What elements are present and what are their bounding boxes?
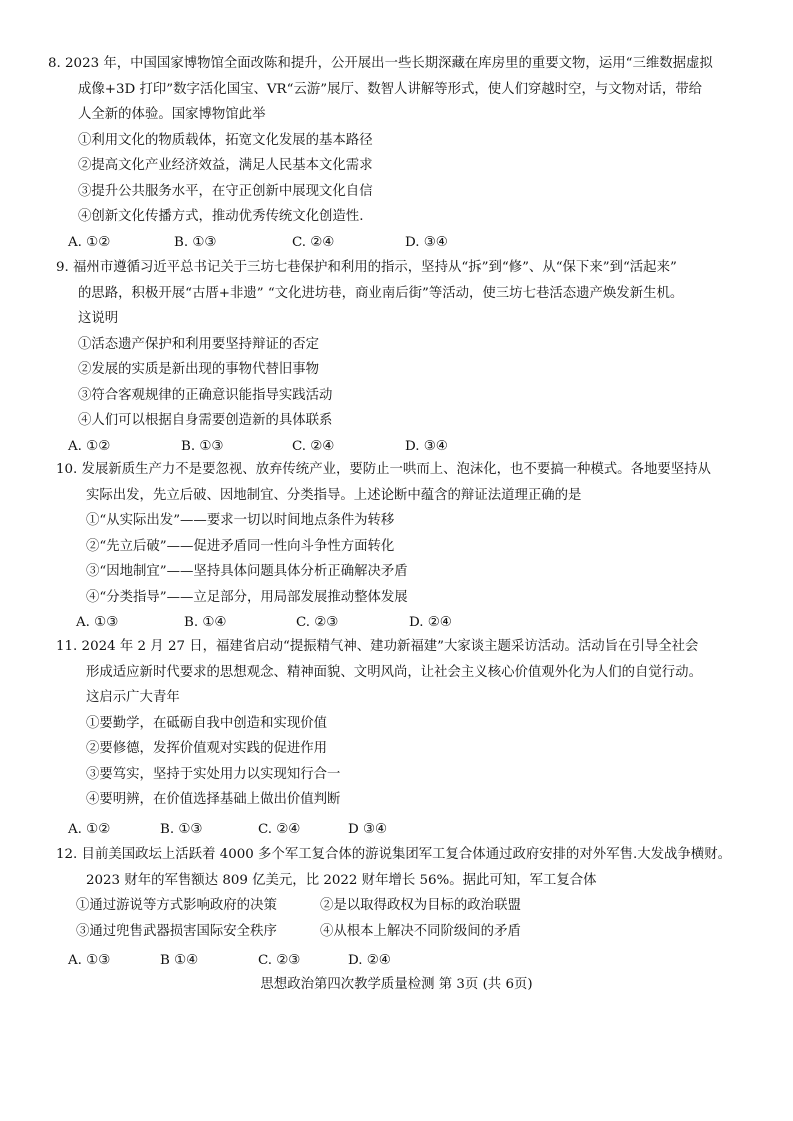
statement-item: ④创新文化传播方式，推动优秀传统文化创造性. (78, 209, 364, 224)
statement-item: ④从根本上解决不同阶级间的矛盾 (320, 923, 521, 939)
statement-item: ④人们可以根据自身需要创造新的具体联系 (78, 413, 333, 428)
statement-item: ④“分类指导”——立足部分，用局部发展推动整体发展 (86, 589, 408, 605)
statement-item: ①活态遗产保护和利用要坚持辩证的否定 (78, 336, 320, 352)
question-10 (48, 457, 763, 636)
statement-item: ①要勤学，在砥砺自我中创造和实现价值 (86, 715, 328, 731)
question-stem-line: 这启示广大青年 (86, 690, 180, 705)
option-b[interactable]: B. ①④ (184, 615, 227, 630)
question-stem-line: 11. 2024 年 2 月 27 日，福建省启动“提振精气神、建功新福建”大家谈主题采访活动。活动旨在引导全社会 (56, 639, 699, 654)
statement-item: ③要笃实，坚持于实处用力以实现知行合一 (86, 766, 341, 782)
question-9 (48, 255, 763, 459)
question-stem-line: 2023 财年的军售额达 809 亿美元，比 2022 财年增长 56%。据此可知，军工复合体 (86, 872, 597, 888)
question-8 (48, 51, 763, 255)
statement-item: ③“因地制宜”——坚持具体问题具体分析正确解决矛盾 (86, 564, 408, 579)
option-d[interactable]: D ③④ (348, 821, 388, 837)
question-stem-line: 人全新的体验。国家博物馆此举 (78, 107, 266, 122)
statement-item: ①利用文化的物质载体，拓宽文化发展的基本路径 (78, 132, 373, 148)
option-b[interactable]: B ①④ (160, 953, 199, 968)
statement-item: ④要明辨，在价值选择基础上做出价值判断 (86, 792, 341, 807)
option-a[interactable]: A. ①③ (68, 953, 111, 968)
option-c[interactable]: C. ②④ (292, 438, 335, 454)
statement-pair-row (48, 893, 763, 919)
option-a[interactable]: A. ①② (68, 821, 111, 837)
question-stem-line: 10. 发展新质生产力不是要忽视、放弃传统产业，要防止一哄而上、泡沫化，也不要搞一种模式。各地要坚持从 (56, 462, 711, 477)
answer-options (48, 434, 763, 460)
option-d[interactable]: D. ②④ (409, 615, 452, 630)
option-c[interactable]: C. ②④ (258, 821, 301, 837)
option-c[interactable]: C. ②④ (292, 234, 335, 250)
statement-item: ③提升公共服务水平，在守正创新中展现文化自信 (78, 183, 373, 199)
statement-item: ③通过兜售武器损害国际安全秩序 (76, 923, 277, 939)
question-12 (48, 842, 763, 974)
option-b[interactable]: B. ①③ (174, 234, 217, 250)
option-c[interactable]: C. ②③ (296, 615, 339, 630)
option-b[interactable]: B. ①③ (181, 438, 224, 454)
statement-item: ③符合客观规律的正确意识能指导实践活动 (78, 387, 333, 403)
statement-item: ①“从实际出发”——要求一切以时间地点条件为转移 (86, 513, 395, 528)
question-stem-line: 实际出发，先立后破、因地制宜、分类指导。上述论断中蕴含的辩证法道理正确的是 (86, 487, 582, 503)
answer-options (48, 230, 763, 256)
question-stem-line: 形成适应新时代要求的思想观念、精神面貌、文明风尚，让社会主义核心价值观外化为人们的自觉行动。 (86, 664, 702, 680)
option-b[interactable]: B. ①③ (160, 821, 203, 837)
statement-item: ②“先立后破”——促进矛盾同一性向斗争性方面转化 (86, 538, 395, 554)
answer-options (48, 610, 763, 636)
option-a[interactable]: A. ①③ (76, 615, 119, 630)
option-c[interactable]: C. ②③ (258, 953, 301, 968)
option-a[interactable]: A. ①② (68, 234, 111, 250)
question-stem-line: 9. 福州市遵循习近平总书记关于三坊七巷保护和利用的指示，坚持从“拆”到“修”、从“保下来”到“活起来” (56, 260, 677, 275)
question-11 (48, 634, 763, 842)
option-d[interactable]: D. ②④ (348, 953, 391, 968)
question-stem-line: 成像+3D 打印”数字活化国宝、VR“云游”展厅、数智人讲解等形式，使人们穿越时空，与文物对话，带给 (78, 81, 703, 97)
option-d[interactable]: D. ③④ (405, 234, 448, 250)
answer-options (48, 817, 763, 843)
statement-item: ②发展的实质是新出现的事物代替旧事物 (78, 362, 320, 377)
statement-item: ②要修德，发挥价值观对实践的促进作用 (86, 741, 328, 756)
option-d[interactable]: D. ③④ (405, 438, 448, 454)
statement-item: ①通过游说等方式影响政府的决策 (76, 898, 277, 913)
question-stem-line: 的思路，积极开展“古厝+非遗” “文化进坊巷，商业南后街”等活动，使三坊七巷活态遗产焕发新生机。 (78, 285, 684, 301)
question-stem-line: 这说明 (78, 311, 119, 326)
page-footer: 思想政治第四次教学质量检测 第 3页 (共 6页) (260, 977, 533, 992)
option-a[interactable]: A. ①② (68, 438, 111, 454)
statement-item: ②提高文化产业经济效益，满足人民基本文化需求 (78, 158, 373, 173)
answer-options (48, 948, 763, 974)
question-stem-line: 12. 目前美国政坛上活跃着 4000 多个军工复合体的游说集团军工复合体通过政府安排的对外军售.大发战争横财。 (56, 847, 731, 862)
statement-pair-row (48, 919, 763, 945)
question-stem-line: 8. 2023 年，中国国家博物馆全面改陈和提升，公开展出一些长期深藏在库房里的重要文物，运用“三维数据虚拟 (48, 56, 713, 71)
statement-item: ②是以取得政权为目标的政治联盟 (320, 898, 521, 913)
